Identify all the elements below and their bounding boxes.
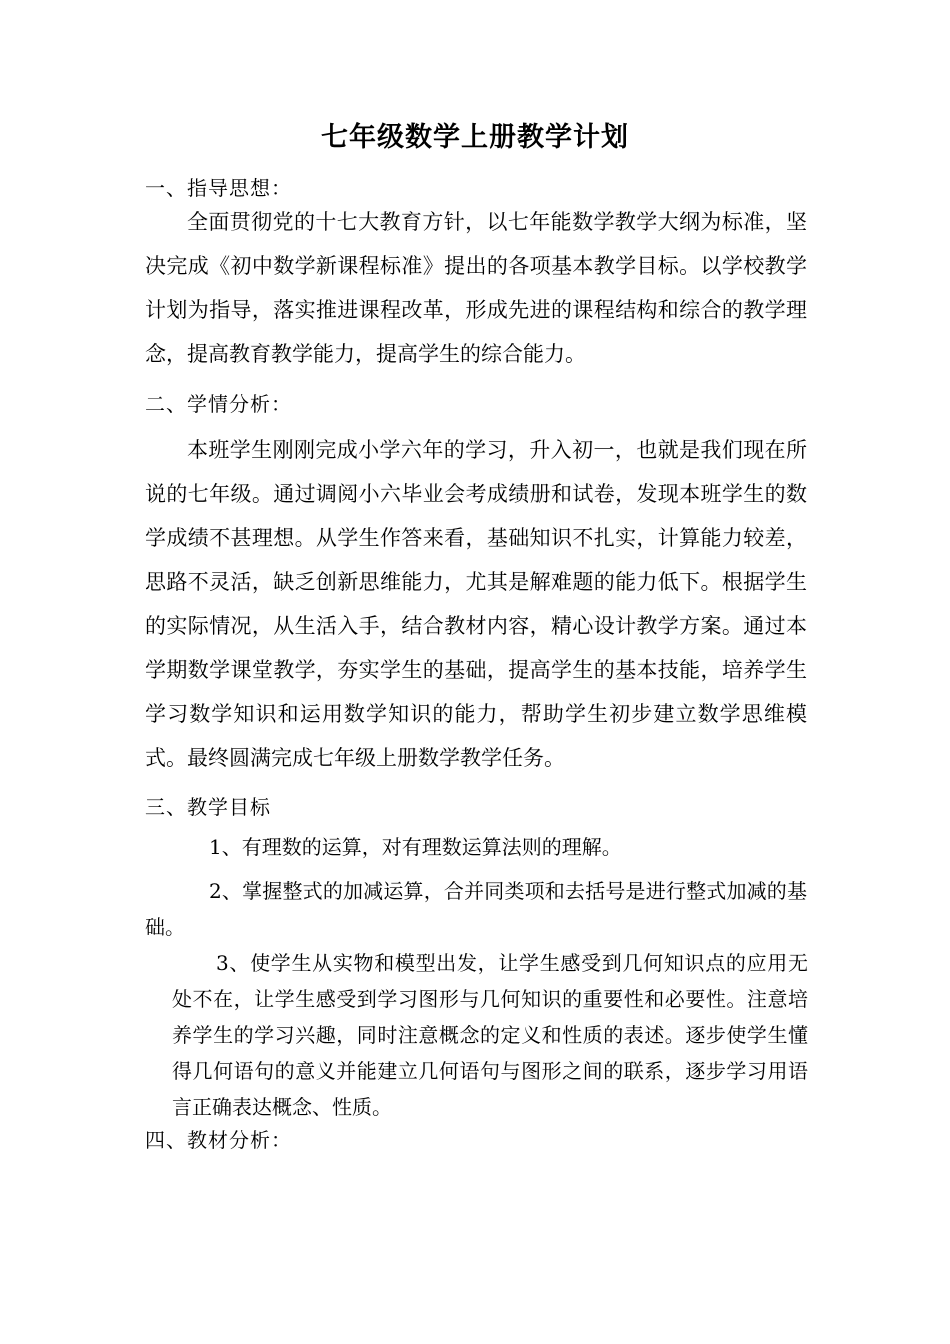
section-body-student-analysis: 本班学生刚刚完成小学六年的学习，升入初一，也就是我们现在所说的七年级。通过调阅小六毕业会考成绩册和试卷，发现本班学生的数学成绩不甚理想。从学生作答来看，基础知识不扎实，计算能力较差，思路不灵活，缺乏创新思维能力，尤其是解难题的能力低下。根据学生的实际情况，从生活入手，结合教材内容，精心设计教学方案。通过本学期数学课堂教学，夯实学生的基础，提高学生的基本技能，培养学生学习数学知识和运用数学知识的能力，帮助学生初步建立数学思维模式。最终圆满完成七年级上册数学教学任务。 (145, 438, 807, 770)
section-heading-textbook-analysis: 四、教材分析： (145, 1128, 292, 1152)
goal-item-3: 3、使学生从实物和模型出发，让学生感受到几何知识点的应用无处不在，让学生感受到学习图形与几何知识的重要性和必要性。注意培养学生的学习兴趣，同时注意概念的定义和性质的表述。逐步使学生懂得几何语句的意义并能建立几何语句与图形之间的联系，逐步学习用语言正确表达概念、性质。 (172, 951, 808, 1119)
goal-item-1: 1、有理数的运算，对有理数运算法则的理解。 (209, 835, 622, 859)
section-body-guiding-thought: 全面贯彻党的十七大教育方针，以七年能数学教学大纲为标准，坚决完成《初中数学新课程标准》提出的各项基本教学目标。以学校教学计划为指导，落实推进课程改革，形成先进的课程结构和综合的教学理念，提高教育教学能力，提高学生的综合能力。 (145, 210, 807, 366)
section-heading-guiding-thought: 一、指导思想： (145, 176, 292, 200)
page-title: 七年级数学上册教学计划 (321, 122, 629, 153)
section-heading-student-analysis: 二、学情分析： (145, 392, 292, 416)
goal-item-2: 2、掌握整式的加减运算，合并同类项和去括号是进行整式加减的基础。 (145, 879, 807, 939)
section-heading-teaching-goals: 三、教学目标 (145, 795, 271, 819)
